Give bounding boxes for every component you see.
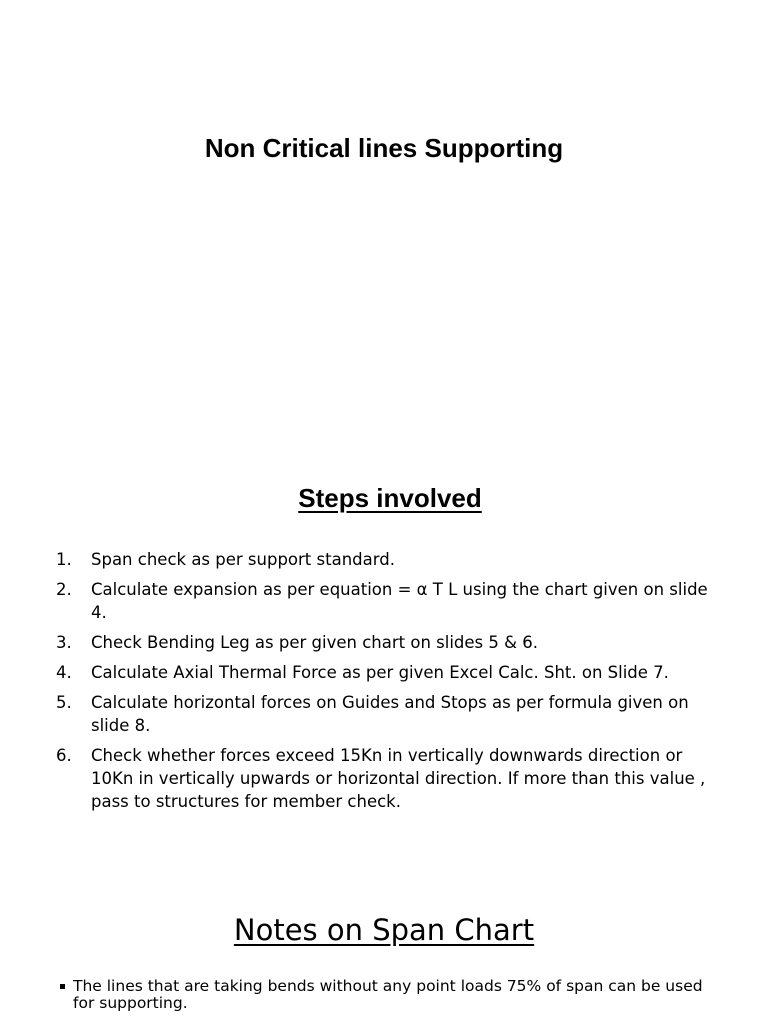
step-number: 4. xyxy=(56,663,72,682)
slide-title xyxy=(0,0,768,430)
step-text: Calculate horizontal forces on Guides and Stops as per formula given on slide 8. xyxy=(91,693,689,735)
step-text: Calculate Axial Thermal Force as per given Excel Calc. Sht. on Slide 7. xyxy=(91,663,669,682)
step-item xyxy=(56,548,716,571)
step-text: Check Bending Leg as per given chart on slides 5 & 6. xyxy=(91,633,538,652)
step-number: 2. xyxy=(56,580,72,599)
step-item xyxy=(56,578,716,624)
note-item xyxy=(60,978,710,1012)
step-text: Check whether forces exceed 15Kn in vertically downwards direction or 10Kn in vertically upwards or horizontal direction. If more than this value , pass to structures for member check. xyxy=(91,746,706,811)
step-number: 3. xyxy=(56,633,72,652)
step-text: Calculate expansion as per equation = α T L using the chart given on slide 4. xyxy=(91,580,708,622)
notes-list xyxy=(60,978,710,1016)
step-item xyxy=(56,744,716,813)
steps-heading: Steps involved xyxy=(298,483,482,513)
steps-list xyxy=(56,548,716,820)
slide-notes xyxy=(0,860,768,1024)
step-item xyxy=(56,691,716,737)
step-number: 1. xyxy=(56,550,72,569)
note-text: The lines that are taking bends without any point loads 75% of span can be used for supporting. xyxy=(73,977,703,1012)
step-number: 5. xyxy=(56,693,72,712)
step-text: Span check as per support standard. xyxy=(91,550,395,569)
step-item xyxy=(56,661,716,684)
notes-heading: Notes on Span Chart xyxy=(233,913,535,947)
slide-title-heading: Non Critical lines Supporting xyxy=(204,133,564,163)
step-item xyxy=(56,631,716,654)
square-bullet-icon xyxy=(60,984,65,989)
step-number: 6. xyxy=(56,746,72,765)
slide-steps xyxy=(0,430,768,860)
